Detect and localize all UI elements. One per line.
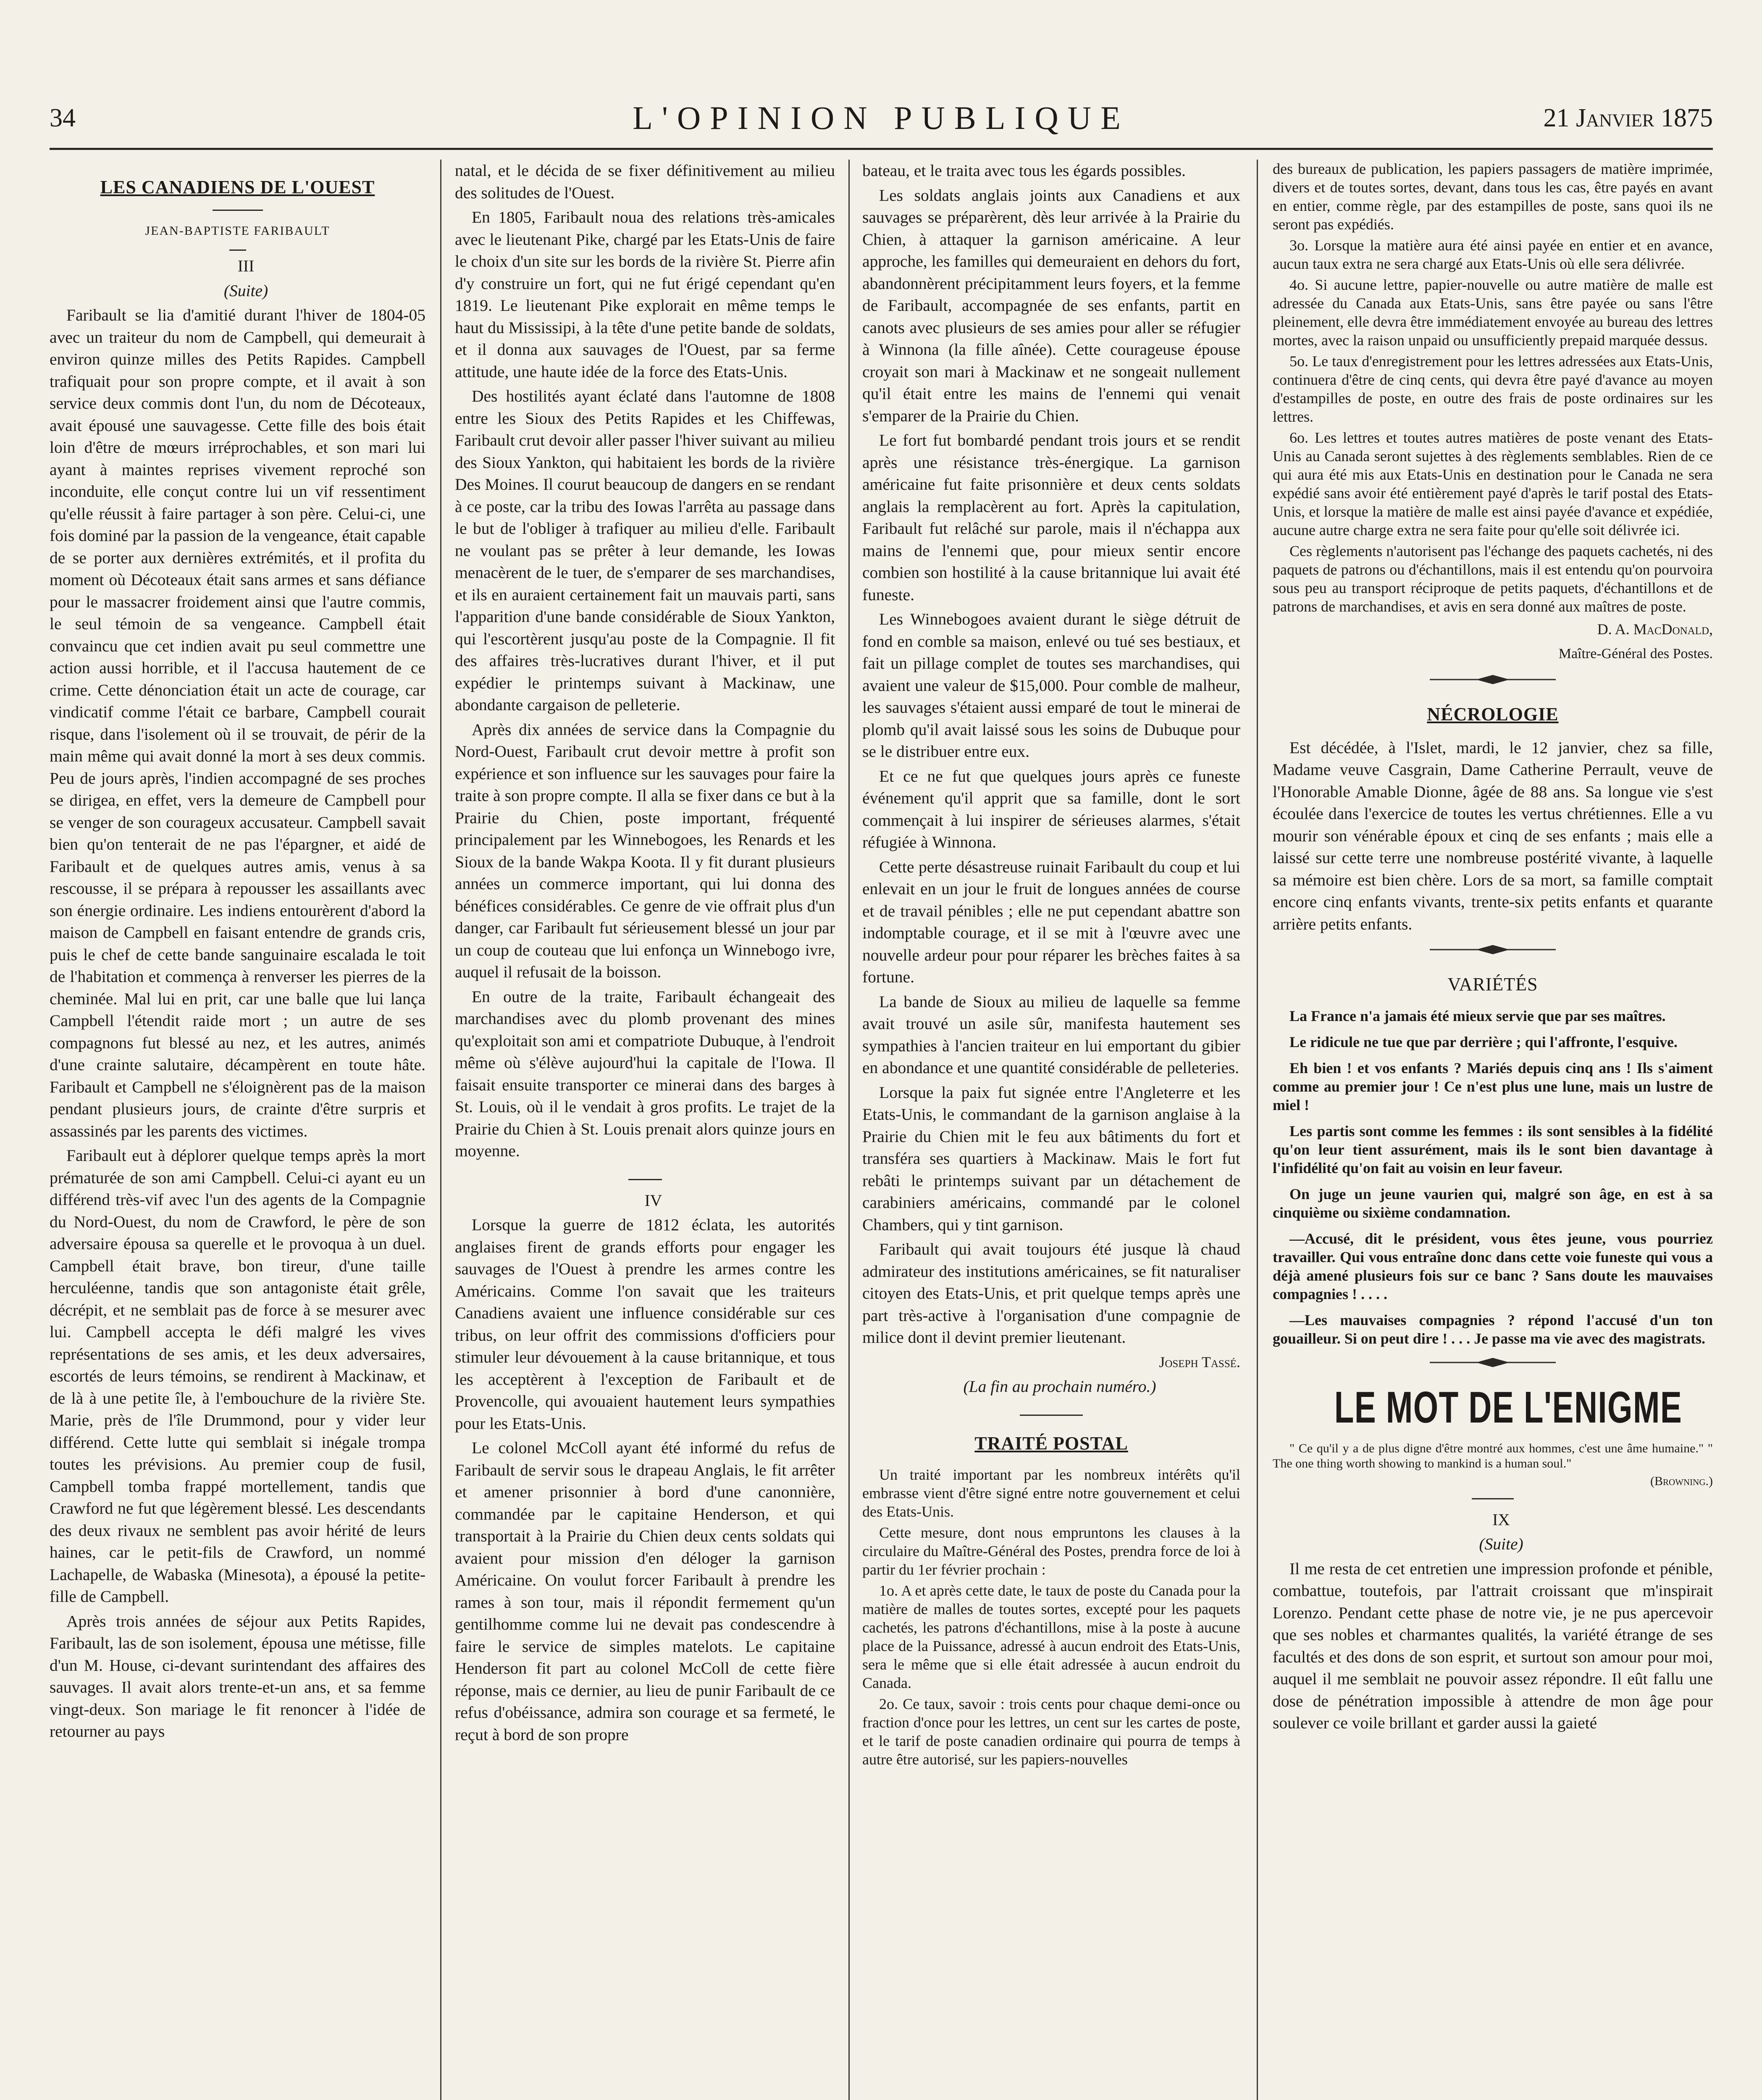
article-title: LES CANADIENS DE L'OUEST <box>100 177 375 197</box>
paragraph: Est décédée, à l'Islet, mardi, le 12 janvier, chez sa fille, Madame veuve Casgrain, Dame Catherine Perrault, veuve de l'Honorable Amable Dionne, âgée de 88 ans. Sa longue vie s'est écoulée dans l'exercice de toutes les vertus chrétiennes. Elle a vu mourir son vénérable époux et cinq de ses enfants ; mais elle a laissé sur cette terre une nombreuse postérité vivante, à laquelle sa mémoire est bien chère. Lors de sa mort, sa famille comptait encore cinq enfants vivants, trente-six petits enfants et quarante arrière petits enfants. <box>1273 738 1713 933</box>
author-signature: Joseph Tassé. <box>1159 1353 1240 1370</box>
paragraph: 3o. Lorsque la matière aura été ainsi payée en entier et en avance, aucun taux extra ne sera chargé aux Etats-Unis où elle sera délivrée. <box>1273 237 1713 272</box>
paragraph: bateau, et le traita avec tous les égards possibles. <box>862 161 1186 180</box>
paragraph: Les soldats anglais joints aux Canadiens et aux sauvages se préparèrent, dès leur arrivée à la Prairie du Chien, à attaquer la garnison américaine. A leur approche, les familles qui demeuraient en dehors du fort, abandonnèrent précipitamment leurs foyers, et la femme de Faribault, accompagnée de ses enfants, partit en canots avec plusieurs de ses amies pour aller se réfugier à Winnona (la fille aînée). Cette courageuse épouse croyait son mari à Mackinaw et ne songeait nullement qu'il était entre les mains de l'ennemi qui venait s'emparer de la Prairie du Chien. <box>862 186 1240 425</box>
paragraph: Cette mesure, dont nous empruntons les clauses à la circulaire du Maître-Général des Postes, prendra force de loi à partir du 1er février prochain : <box>862 1524 1240 1578</box>
paragraph: Lorsque la guerre de 1812 éclata, les autorités anglaises firent de grands efforts pour engager les sauvages de l'Ouest à prendre les armes contre les Américains. Comme l'on savait que les traiteurs Canadiens avaient une influence considérable sur ces tribus, on leur offrit des commissions d'officiers pour stimuler leur dévouement à la cause britannique, et tous les acceptèrent à l'exception de Faribault et de Provencolle, qui avouaient hautement leurs sympathies pour les Etats-Unis. <box>455 1215 835 1433</box>
paragraph: Cette perte désastreuse ruinait Faribault du coup et lui enlevait en un jour le fruit de longues années de course et de travail pénibles ; elle ne put cependant abattre son indomptable courage, et il se mit à l'œuvre avec une nouvelle ardeur pour pour réparer les brèches faites à sa fortune. <box>862 857 1240 986</box>
column-divider <box>848 160 850 2100</box>
epigraph-author: (Browning.) <box>1650 1474 1713 1488</box>
page-number: 34 <box>50 104 76 132</box>
column-divider <box>1257 160 1258 2100</box>
paragraph: Un traité important par les nombreux intérêts qu'il embrasse vient d'être signé entre notre gouvernement et celui des Etats-Unis. <box>862 1466 1240 1520</box>
issue-date: 21 Janvier 1875 <box>1543 104 1713 132</box>
title-rule <box>213 210 263 211</box>
masthead <box>50 99 1713 145</box>
paragraph: Après trois années de séjour aux Petits Rapides, Faribault, las de son isolement, épousa une métisse, fille d'un M. House, ci-devant surintendant des affaires des sauvages. Il avait alors trente-et-un ans, et sa femme vingt-deux. Son mariage le fit renoncer à l'idée de retourner au pays <box>50 1612 425 1740</box>
paragraph: 2o. Ce taux, savoir : trois cents pour chaque demi-once ou fraction d'once pour les lettres, un cent sur les cartes de poste, et le tarif de poste canadien ordinaire qui pourra de temps à autre être autorisé, sur les papiers-nouvelles <box>862 1696 1240 1768</box>
list-item: Eh bien ! et vos enfants ? Mariés depuis cinq ans ! Ils s'aiment comme au premier jour ! Ce n'est plus une lune, mais un lustre de miel ! <box>1273 1059 1713 1113</box>
article-subtitle: JEAN-BAPTISTE FARIBAULT <box>145 223 330 238</box>
list-item: Le ridicule ne tue que par derrière ; qui l'affronte, l'esquive. <box>1289 1033 1678 1050</box>
short-rule <box>229 249 246 251</box>
paragraph: Faribault qui avait toujours été jusque là chaud admirateur des institutions américaines, se fit naturaliser citoyen des Etats-Unis, et prit quelque temps après une part très-active à l'organisation d'une compagnie de milice dont il devint premier lieutenant. <box>862 1240 1240 1347</box>
paragraph: En 1805, Faribault noua des relations très-amicales avec le lieutenant Pike, chargé par les Etats-Unis de faire le choix d'un site sur les bords de la rivière St. Pierre afin d'y construire un fort, qui ne fut érigé cependant qu'en 1819. Le lieutenant Pike explorait en même temps le haut du Mississipi, à la tête d'une petite bande de soldats, et il donna aux sauvages de l'Ouest, par sa ferme attitude, une haute idée de la force des Etats-Unis. <box>455 208 835 381</box>
section-rule <box>628 1179 662 1180</box>
paragraph: des bureaux de publication, les papiers passagers de matière imprimée, divers et de toutes sortes, devant, dans tous les cas, être payés en avant en entier, comme règle, par des estampilles de poste, sans quoi ils ne seront pas expédiés. <box>1273 160 1713 233</box>
section-rule <box>1472 1498 1514 1499</box>
column-4 <box>1273 160 1713 2100</box>
ornament-divider <box>1430 1355 1556 1370</box>
paragraph: Le fort fut bombardé pendant trois jours et se rendit après une résistance très-énergique. La garnison américaine fut faite prisonnière et deux cents soldats anglais la remplacèrent au fort. Après la capitulation, Faribault fut relâché sur parole, mais il n'échappa aux mains de l'ennemi que, pour mieux sentir encore combien son hostilité à la cause britannique lui avait été funeste. <box>862 431 1240 604</box>
list-item: —Accusé, dit le président, vous êtes jeune, vous pourriez travailler. Qui vous entraîne donc dans cette voie funeste qui vous a déjà amené plusieurs fois sur ce banc ? Sans doute les mauvaises compagnies ! . . . . <box>1273 1230 1713 1302</box>
feuilleton-title: LE MOT DE L'ENIGME <box>1334 1382 1683 1432</box>
continued-note: (La fin au prochain numéro.) <box>963 1377 1156 1396</box>
column-divider <box>440 160 441 2100</box>
ornament-divider <box>1430 942 1556 957</box>
suite-label: (Suite) <box>1479 1535 1523 1553</box>
column-3 <box>862 160 1240 2100</box>
paragraph: 6o. Les lettres et toutes autres matières de poste venant des Etats-Unis au Canada seront sujettes à des règlements semblables. Rien de ce qui aura été mis aux Etats-Unis en destination pour le Canada ne sera expédié sans avoir été entièrement payé d'après le tarif postal des Etats-Unis, et lorsque la matière de malle est ainsi payée d'avance et expédiée, aucune autre charge extra ne sera faite pour qu'elle soit délivrée ici. <box>1273 429 1713 538</box>
paragraph: Faribault eut à déplorer quelque temps après la mort prématurée de son ami Campbell. Celui-ci ayant eu un différend très-vif avec l'un des agents de la Compagnie du Nord-Ouest, du nom de Crawford, le père de son adversaire épousa sa querelle et le provoqua à un duel. Campbell était brave, bon tireur, d'une taille herculéenne, tandis que son antagoniste était grêle, décrépit, et ne semblait pas de force à se mesurer avec lui. Campbell accepta le défi malgré les vives représentations de ses amis, et les deux adversaires, escortés de leurs témoins, se rendirent à Mackinaw, et de là à une petite île, à l'embouchure de la rivière Ste. Marie, près de l'île Drummond, pour y vider leur différend. Cette lutte qui semblait si inégale trompa toutes les prévisions. Au premier coup de fusil, Campbell tomba frappé mortellement, tandis que Crawford ne fut que légèrement blessé. Les descendants des deux rivaux ne semblent pas avoir hérité de leurs haines, car le petit-fils de Crawford, un nommé Lachapelle, de Wabaska (Minesota), a épousé la petite-fille de Campbell. <box>50 1146 425 1606</box>
section-number: IV <box>644 1191 662 1210</box>
paragraph: natal, et le décida de se fixer définitivement au milieu des solitudes de l'Ouest. <box>455 161 835 202</box>
column-1 <box>50 160 425 2100</box>
section-number: III <box>237 257 255 275</box>
author-title: Maître-Général des Postes. <box>1558 646 1713 662</box>
list-item: On juge un jeune vaurien qui, malgré son âge, en est à sa cinquième ou sixième condamnation. <box>1273 1185 1713 1221</box>
publication-title: L'OPINION PUBLIQUE <box>633 100 1130 136</box>
paragraph: Des hostilités ayant éclaté dans l'automne de 1808 entre les Sioux des Petits Rapides et les Chiffewas, Faribault crut devoir aller passer l'hiver suivant au milieu des Sioux Yankton, qui habitaient les bords de la rivière Des Moines. Il courut beaucoup de dangers en se rendant à ce poste, car la tribu des Iowas l'arrêta au passage dans le but de l'obliger à trafiquer au milieu d'elle. Faribault ne voulant pas se prêter à leur demande, les Iowas menacèrent de le tuer, de s'emparer de ses marchandises, et ils en auraient certainement fait un mauvais parti, sans l'apparition d'une bande considérable de Sioux Yankton, qui l'escortèrent jusqu'au poste de la Compagnie. Il fit des affaires très-lucratives durant l'hiver, et il put expédier le printemps suivant à Mackinaw, une abondante cargaison de pelleterie. <box>455 387 835 714</box>
author-signature: D. A. MacDonald, <box>1597 621 1713 638</box>
section-rule <box>1020 1415 1083 1416</box>
paragraph: Lorsque la paix fut signée entre l'Angleterre et les Etats-Unis, le commandant de la garnison anglaise à la Prairie du Chien mit le feu aux bâtiments du fort et transféra ses quartiers à Mackinaw. Mais le fort fut rebâti le printemps suivant par un détachement de carabiniers américains, commandé par le colonel Chambers, qui y tint garnison. <box>862 1083 1240 1234</box>
masthead-rule <box>50 148 1713 150</box>
section-number: IX <box>1492 1510 1510 1529</box>
ornament-divider <box>1430 672 1556 687</box>
paragraph: 5o. Le taux d'enregistrement pour les lettres adressées aux Etats-Unis, continuera d'être de cinq cents, qui devra être payé d'avance au moyen d'estampilles de poste, en outre des frais de poste ordinaires sur les lettres. <box>1273 353 1713 425</box>
list-item: La France n'a jamais été mieux servie que par ses maîtres. <box>1289 1007 1666 1024</box>
paragraph: Et ce ne fut que quelques jours après ce funeste événement qu'il apprit que sa famille, dont le sort commençait à lui inspirer de sérieuses alarmes, s'était réfugiée à Winnona. <box>862 766 1240 851</box>
list-item: —Les mauvaises compagnies ? répond l'accusé d'un ton gouailleur. Si on peut dire ! . . . Je passe ma vie avec des magistrats. <box>1273 1311 1713 1347</box>
paragraph: Faribault se lia d'amitié durant l'hiver de 1804-05 avec un traiteur du nom de Campbell, qui demeurait à environ quinze milles des Petits Rapides. Campbell trafiquait pour son propre compte, et il avait à son service deux commis dont l'un, du nom de Décoteaux, avait épousé une sauvagesse. Cette fille des bois était loin d'être de mœurs irréprochables, et son mari lui ayant à maintes reprises vivement reproché son inconduite, elle conçut contre lui un vif ressentiment qu'elle réussit à faire partager à son père. Celui-ci, une fois dominé par la passion de la vengeance, était capable de se porter aux dernières extrémités, et il profita du moment où Décoteaux était sans armes et sans défiance pour le massacrer froidement ainsi que l'autre commis, le seul témoin de sa vengeance. Campbell était convaincu que cet indien avait pu seul commettre une action aussi horrible, et il l'accusa hautement de ce crime. Cette dénonciation était un acte de courage, car vindicatif comme l'était ce barbare, Campbell courait risque, dans l'isolement où il se trouvait, de périr de la main même qui avait donné la mort à ses deux commis. Peu de jours après, l'indien accompagné de ses proches se dirigea, en effet, vers la demeure de Campbell pour se venger de son courageux accusateur. Campbell savait bien qu'on tenterait de ne pas l'épargner, et aidé de Faribault et de quelques autres amis, venus à sa rescousse, il se prépara à repousser les assaillants avec son énergie ordinaire. Les indiens entourèrent d'abord la maison de Campbell en faisant entendre de grands cris, puis le chef de cette bande sanguinaire escalada le toit de l'habitation et commença à renverser les pierres de la cheminée. Mal lui en prit, car une balle que lui lança Campbell l'étendit raide mort ; un autre de ses compagnons fut blessé au nez, et les autres, animés d'une crainte salutaire, décampèrent en toute hâte. Faribault et Campbell ne s'éloignèrent pas de la maison pendant plusieurs jours, de crainte d'être surpris et assassinés par les parents des victimes. <box>50 306 425 1140</box>
paragraph: La bande de Sioux au milieu de laquelle sa femme avait trouvé un asile sûr, manifesta hautement ses sympathies à l'ancien traiteur en lui emportant du gibier en abondance et une quantité considérable de pelleteries. <box>862 992 1240 1077</box>
paragraph: Après dix années de service dans la Compagnie du Nord-Ouest, Faribault crut devoir mettre à profit son expérience et son influence sur les sauvages pour faire la traite à son propre compte. Il alla se fixer dans ce but à la Prairie du Chien, poste important, fréquenté principalement par les Winnebogoes, les Renards et les Sioux de la bande Wakpa Koota. Il y fit durant plusieurs années un commerce important, qui lui donna des bénéfices considérables. Ce genre de vie offrait plus d'un danger, car Faribault fut sérieusement blessé un jour par un coup de couteau que lui enfonça un Winnebogo ivre, auquel il refusait de la boisson. <box>455 720 835 981</box>
paragraph: 4o. Si aucune lettre, papier-nouvelle ou autre matière de malle est adressée du Canada aux Etats-Unis, sans être payée ou sans l'être pleinement, elle devra être immédiatement envoyée au bureau des lettres mortes, avec la raison unpaid ou unsufficiently prepaid marquée dessus. <box>1273 276 1713 349</box>
paragraph: En outre de la traite, Faribault échangeait des marchandises avec du plomb provenant des mines qu'exploitait son ami et compatriote Dubuque, à l'endroit même où s'élève aujourd'hui la capitale de l'Iowa. Il faisait ensuite transporter ce minerai dans des barges à St. Louis, où il le vendait à gros profits. Le trajet de la Prairie du Chien à St. Louis prenait alors quinze jours en moyenne. <box>455 987 835 1160</box>
varietes-list <box>1273 1007 1713 1348</box>
paragraph: Ces règlements n'autorisent pas l'échange des paquets cachetés, ni des paquets de patrons ou d'échantillons, mais il est entendu qu'on pourvoira sous peu au transport réciproque de petits paquets, d'échantillons et de patrons de marchandises, et avis en sera donné aux maîtres de poste. <box>1273 543 1713 615</box>
article-title: TRAITÉ POSTAL <box>974 1433 1128 1454</box>
paragraph: Les Winnebogoes avaient durant le siège détruit de fond en comble sa maison, enlevé ou tué ses bestiaux, et fait un pillage complet de toutes ses marchandises, qui avaient une valeur de $15,000. Pour comble de malheur, les sauvages s'étaient aussi emparé de tout le minerai de plomb qu'il avait laissé sous les soins de Dubuque pour se le distribuer entre eux. <box>862 610 1240 761</box>
epigraph-text: " Ce qu'il y a de plus digne d'être montré aux hommes, c'est une âme humaine." " The one thing worth showing to mankind is a human soul." <box>1273 1441 1713 1470</box>
paragraph: Il me resta de cet entretien une impression profonde et pénible, combattue, toutefois, par l'attrait croissant que m'inspirait Lorenzo. Pendant cette phase de notre vie, je ne pus apercevoir que ses nobles et charmantes qualités, la variété étrange de ses facultés et des dons de son esprit, et surtout son amour pour moi, auquel il me semblait ne pouvoir assez répondre. Il eût fallu une dose de pénétration impossible à attendre de mon âge pour soulever ce voile brillant et garder aussi la gaieté <box>1273 1559 1713 1732</box>
suite-label: (Suite) <box>223 281 268 300</box>
paragraph: 1o. A et après cette date, le taux de poste du Canada pour la matière de malles de toutes sortes, excepté pour les paquets cachetés, les patrons d'échantillons, mise à la poste à aucune place de la Puissance, adressé à aucun endroit des Etats-Unis, sera le même que si elle était adressée à aucun endroit du Canada. <box>862 1582 1240 1691</box>
list-item: Les partis sont comme les femmes : ils sont sensibles à la fidélité qu'on leur tient assurément, mais ils le sont bien davantage à l'infidélité qu'on fait au voisin en leur faveur. <box>1273 1122 1713 1176</box>
article-title: NÉCROLOGIE <box>1427 704 1559 724</box>
epigraph <box>1273 1441 1713 1489</box>
column-2 <box>455 160 835 2100</box>
paragraph: Le colonel McColl ayant été informé du refus de Faribault de servir sous le drapeau Anglais, le fit arrêter et amener prisonnier à bord d'une canonnière, commandée par le capitaine Henderson, et qui transportait à la Prairie du Chien deux cents soldats qui avaient pour mission d'en déloger la garnison Américaine. On voulut forcer Faribault à prendre les rames à son tour, mais il répondit fermement qu'un gentilhomme comme lui ne devait pas condescendre à faire le service de simples matelots. Le capitaine Henderson fit part au colonel McColl de cette fière réponse, mais ce dernier, au lieu de punir Faribault de ce refus d'obéissance, admira son courage et sa fermeté, le reçut à bord de son propre <box>455 1438 835 1744</box>
article-title: VARIÉTÉS <box>1447 974 1538 995</box>
